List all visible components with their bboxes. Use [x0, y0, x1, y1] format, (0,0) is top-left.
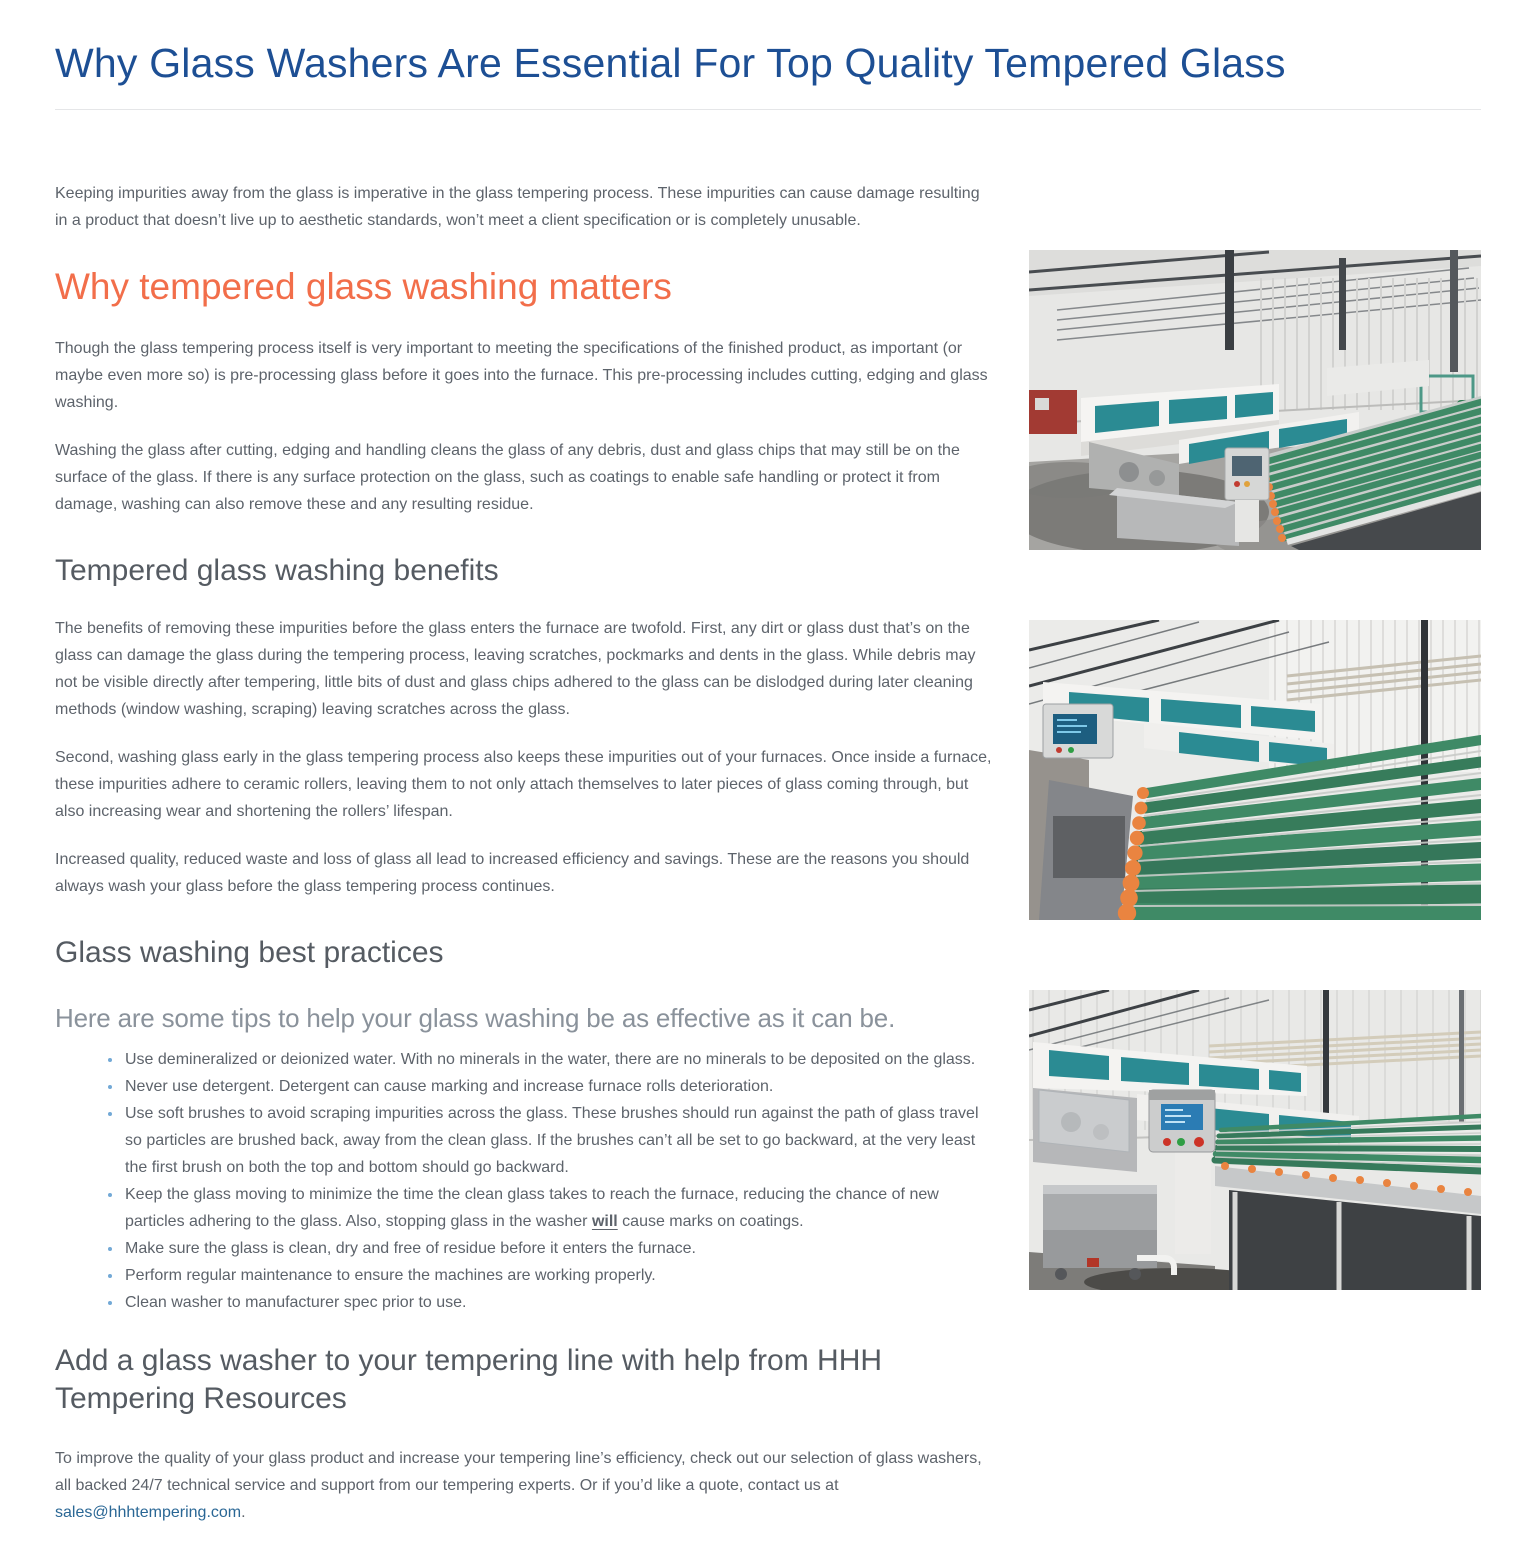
- article-image-glass-washer-wide: [1029, 250, 1481, 550]
- tip-text: Perform regular maintenance to ensure the machines are working properly.: [125, 1267, 656, 1285]
- tip-item: [123, 1073, 992, 1100]
- section-heading-cta: Add a glass washer to your tempering line with help from HHH Tempering Resources: [55, 1344, 883, 1415]
- article-body-column: [55, 110, 992, 1526]
- page-title: Why Glass Washers Are Essential For Top Quality Tempered Glass: [55, 40, 1286, 86]
- why-matters-paragraph-2: Washing the glass after cutting, edging and handling cleans the glass of any debris, dust and glass chips that may still be on the surface of the glass. If there is any surface protection on the glass, such as coatings to enable safe handling or protect it from damage, washing can also remove these and any resulting residue.: [55, 441, 960, 513]
- benefits-paragraph-2: Second, washing glass early in the glass tempering process also keeps these impurities out of your furnaces. Once inside a furnace, these impurities adhere to ceramic rollers, leaving them to not only attach themselves to later pieces of glass coming through, but also increasing wear and shortening the rollers’ lifespan.: [55, 749, 992, 821]
- tip-text: Keep the glass moving to minimize the time the clean glass takes to reach the furnace, reducing the chance of new particles adhering to the glass. Also, stopping glass in the washer: [125, 1186, 939, 1231]
- tips-list: [55, 1046, 992, 1316]
- article-image-rollers-closeup: [1029, 620, 1481, 920]
- closing-period: .: [241, 1504, 246, 1522]
- tip-emphasis-will: will: [591, 1213, 618, 1231]
- closing-text: To improve the quality of your glass product and increase your tempering line’s efficiency, check out our selection of glass washers, all backed 24/7 technical service and support from our tempering experts. Or if you’d like a quote, contact us at: [55, 1450, 982, 1495]
- tip-text: Clean washer to manufacturer spec prior to use.: [125, 1294, 467, 1312]
- article-image-column: [1029, 110, 1481, 1290]
- benefits-paragraph-3: Increased quality, reduced waste and loss of glass all lead to increased efficiency and savings. These are the reasons you should always wash your glass before the glass tempering process continues.: [55, 851, 970, 896]
- closing-paragraph: [55, 1445, 992, 1526]
- tip-text: Make sure the glass is clean, dry and free of residue before it enters the furnace.: [125, 1240, 696, 1258]
- intro-paragraph: Keeping impurities away from the glass is imperative in the glass tempering process. These impurities can cause damage resulting in a product that doesn’t live up to aesthetic standards, won’t meet a client specification or is completely unusable.: [55, 185, 980, 230]
- tip-item: [123, 1181, 992, 1235]
- why-matters-paragraph-1: Though the glass tempering process itself is very important to meeting the specifications of the finished product, as important (or maybe even more so) is pre-processing glass before it goes into the furnace. This pre-processing includes cutting, edging and glass washing.: [55, 339, 988, 411]
- glass-washer-side-illustration: [1029, 990, 1481, 1290]
- benefits-paragraph-1: The benefits of removing these impurities before the glass enters the furnace are twofold. First, any dirt or glass dust that’s on the glass can damage the glass during the tempering process, leaving scratches, pockmarks and dents in the glass. While debris may not be visible directly after tempering, little bits of dust and glass chips adhered to the glass can be dislodged during later cleaning methods (window washing, scraping) leaving scratches across the glass.: [55, 620, 976, 719]
- glass-washer-wide-illustration: [1029, 250, 1481, 550]
- contact-email-link[interactable]: sales@hhhtempering.com: [55, 1504, 242, 1522]
- article-image-glass-washer-side: [1029, 990, 1481, 1290]
- section-heading-washing-benefits: Tempered glass washing benefits: [55, 553, 499, 587]
- section-heading-why-washing-matters: Why tempered glass washing matters: [55, 266, 672, 308]
- best-practices-subheading: Here are some tips to help your glass washing be as effective as it can be.: [55, 1002, 896, 1033]
- tip-text: Use soft brushes to avoid scraping impurities across the glass. These brushes should run against the path of glass travel so particles are brushed back, away from the clean glass. If the brushes can’t all be set to go backward, at the very least the first brush on both the top and bottom should go backward.: [125, 1105, 979, 1177]
- tip-item: [123, 1262, 992, 1289]
- tip-item: [123, 1100, 992, 1181]
- tip-text: Use demineralized or deionized water. With no minerals in the water, there are no minerals to be deposited on the glass.: [125, 1051, 976, 1069]
- rollers-closeup-illustration: [1029, 620, 1481, 920]
- tip-item: [123, 1235, 992, 1262]
- tip-text: Never use detergent. Detergent can cause marking and increase furnace rolls deterioration.: [125, 1078, 774, 1096]
- article-layout: [55, 110, 1481, 1526]
- tip-item: [123, 1289, 992, 1316]
- tip-item: [123, 1046, 992, 1073]
- section-heading-best-practices: Glass washing best practices: [55, 936, 444, 970]
- tip-text: cause marks on coatings.: [617, 1213, 804, 1231]
